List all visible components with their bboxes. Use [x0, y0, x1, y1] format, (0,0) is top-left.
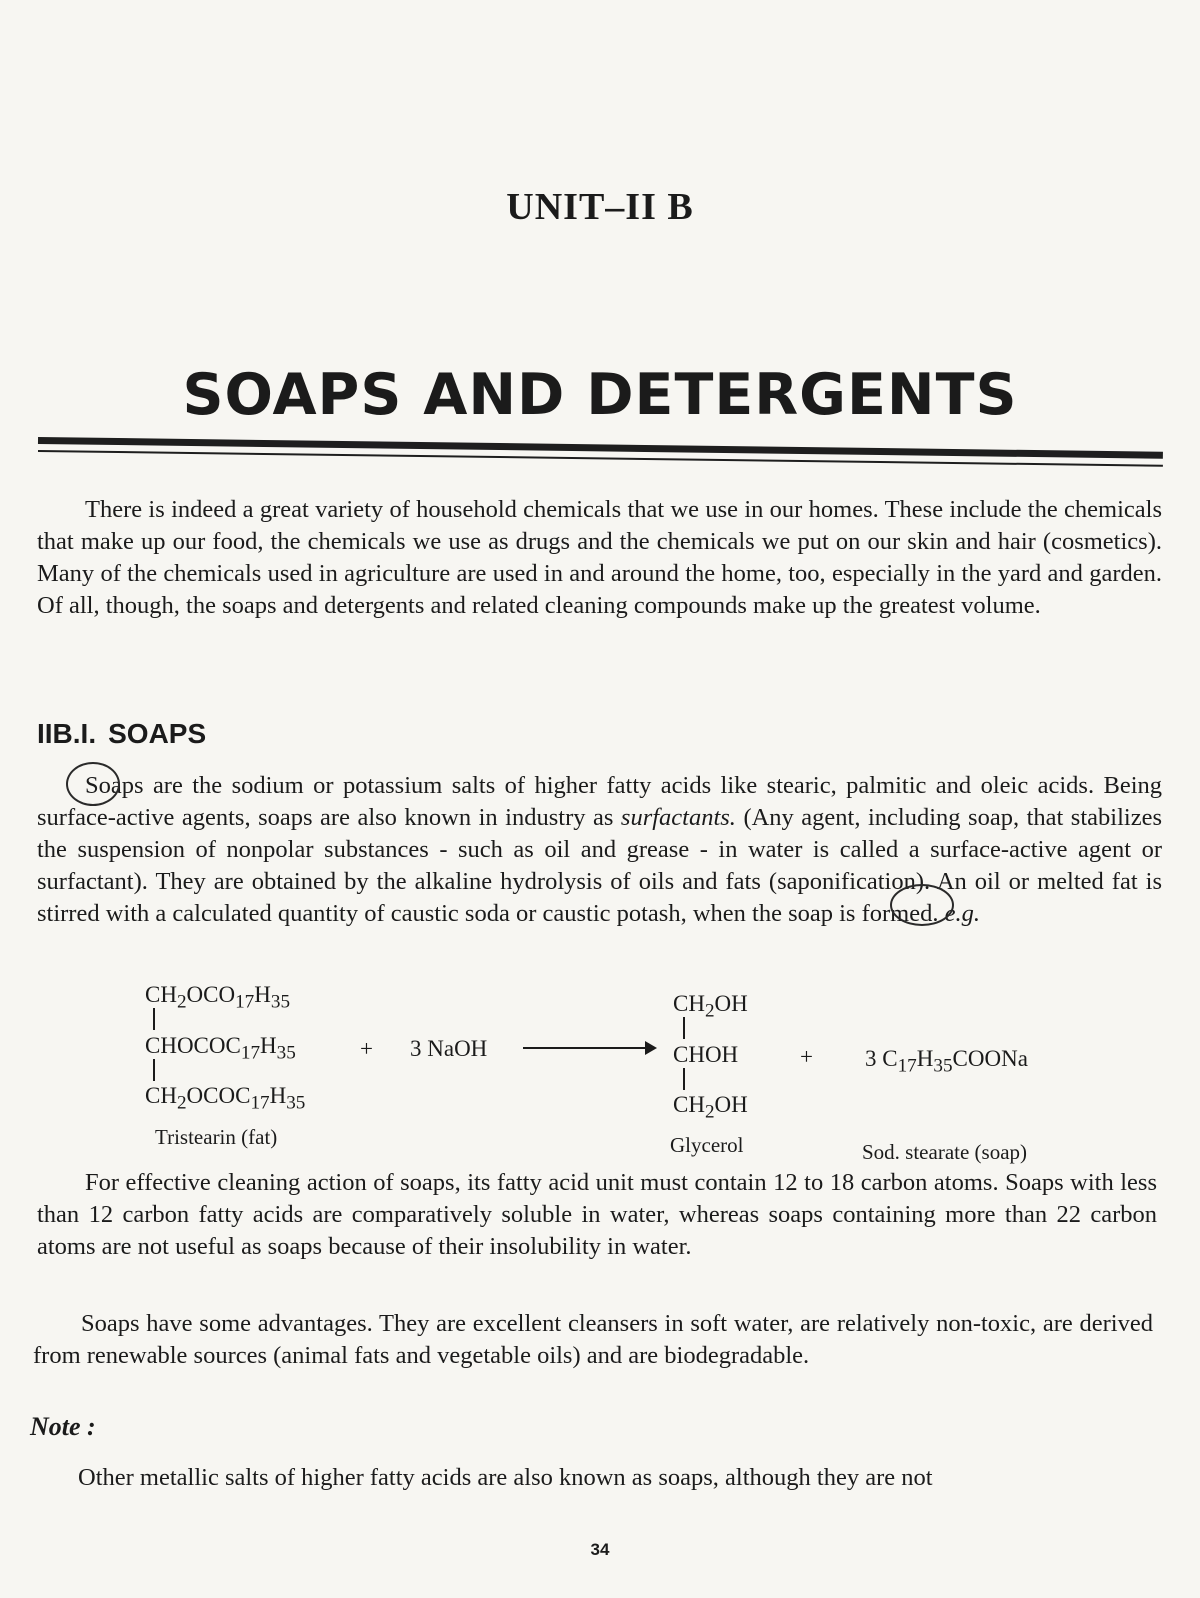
label-soap: Sod. stearate (soap): [862, 1140, 1028, 1164]
eg-term: e.g.: [944, 900, 980, 927]
note-label: Note :: [30, 1412, 96, 1441]
soap-formula: 3 $C_{17}H_{35}COONa$: [865, 1046, 1028, 1077]
section-number: IIB.I.: [37, 718, 97, 749]
bond-line: [683, 1017, 685, 1039]
label-tristearin: Tristearin (fat): [155, 1125, 278, 1149]
section-title: SOAPS: [108, 718, 207, 749]
page-number: 34: [590, 1540, 610, 1559]
title-rule-thick: [38, 437, 1163, 459]
pen-circle-mark: [890, 884, 954, 926]
soaps-paragraph: [37, 770, 1162, 930]
fat-formula-line3: $CH_2OCOC_{17}H_{35}$: [145, 1083, 306, 1114]
chapter-title: SOAPS AND DETERGENTS: [182, 362, 1018, 428]
note-paragraph: Other metallic salts of higher fatty acids are also known as soaps, although they are not: [78, 1464, 933, 1491]
glycerol-line2: CHOH: [673, 1042, 739, 1067]
bond-line: [153, 1059, 155, 1081]
plus-sign: +: [800, 1044, 813, 1069]
bond-line: [153, 1008, 155, 1030]
bond-line: [683, 1068, 685, 1090]
plus-sign: +: [360, 1036, 373, 1061]
soaps-text-2: (Any agent, including soap, that stabilizes the suspension of nonpolar substances - such as oil and grease - in water is called a surface-active agent or surfactant). They are obtained by the alkaline hydrolysis of oils and fats (saponification). An oil or melted fat is stirred with a calculated quantity of caustic soda or caustic potash, when the soap is formed.: [37, 804, 1162, 927]
advantages-paragraph: Soaps have some advantages. They are excellent cleansers in soft water, are relatively non-toxic, are derived from renewable sources (animal fats and vegetable oils) and are biodegradable.: [33, 1310, 1153, 1369]
glycerol-line3: $CH_2OH$: [673, 1092, 748, 1123]
glycerol-line1: $CH_2OH$: [673, 991, 748, 1022]
fat-formula-line2: $CHOCOC_{17}H_{35}$: [145, 1033, 296, 1064]
cleaning-paragraph: For effective cleaning action of soaps, its fatty acid unit must contain 12 to 18 carbon atoms. Soaps with less than 12 carbon fatty acids are comparatively soluble in water, whereas soaps containing more than 22 carbon atoms are not useful as soaps because of their insolubility in water.: [37, 1169, 1157, 1260]
unit-heading: UNIT–II B: [506, 186, 694, 228]
intro-paragraph: There is indeed a great variety of household chemicals that we use in our homes. These include the chemicals that make up our food, the chemicals we use as drugs and the chemicals we put on our skin and hair (cosmetics). Many of the chemicals used in agriculture are used in and around the home, too, especially in the yard and garden. Of all, though, the soaps and detergents and related cleaning compounds make up the greatest volume.: [37, 496, 1162, 619]
soaps-text-1: Soaps are the sodium or potassium salts of higher fatty acids like stearic, palmitic and oleic acids. Being surface-active agents, soaps are also known in industry as: [37, 772, 1162, 831]
fat-formula-line1: $CH_2OCO_{17}H_{35}$: [145, 982, 291, 1013]
reaction-arrow: [523, 1047, 655, 1049]
pen-circle-mark: [66, 762, 120, 806]
reagent-naoh: 3 NaOH: [410, 1036, 488, 1061]
surfactants-term: surfactants.: [620, 804, 736, 831]
label-glycerol: Glycerol: [670, 1133, 744, 1157]
section-heading: [37, 718, 206, 750]
